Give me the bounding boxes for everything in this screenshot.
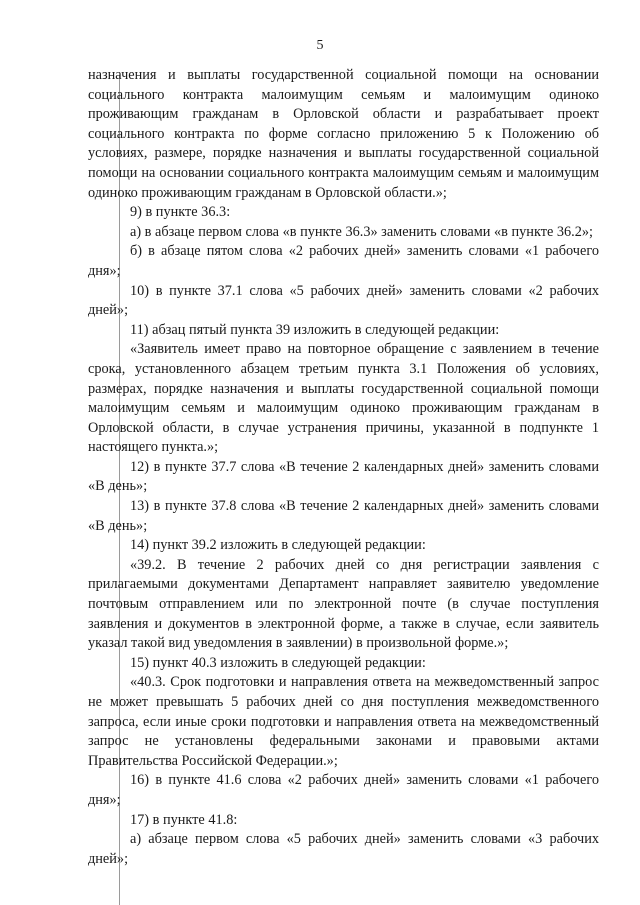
paragraph: 13) в пункте 37.8 слова «В течение 2 календарных дней» заменить словами «В день»; [88,498,599,534]
paragraph: 15) пункт 40.3 изложить в следующей редакции: [130,654,426,671]
paragraph: 10) в пункте 37.1 слова «5 рабочих дней» заменить словами «2 рабочих дней»; [88,282,599,319]
paragraph: 14) пункт 39.2 изложить в следующей редакции: [130,537,426,554]
paragraph: а) абзаце первом слова «5 рабочих дней» заменить словами «3 рабочих дней»; [88,831,599,867]
paragraph: «40.3. Срок подготовки и направления ответа на межведомственный запрос не может превышать 5 рабочих дней со дня поступления межведомственного запроса, если иные сроки подготовки и направления ответа на межведомственный запрос не установлены федеральными законами и правовыми актами Правительства Российской Федерации.»; [88,674,599,769]
paragraph: назначения и выплаты государственной социальной помощи на основании социального контракта малоимущим семьям и малоимущим одиноко проживающим гражданам в Орловской области и разрабатывает проект социального контракта по форме согласно приложению 5 к Положению об условиях, размере, порядке назначения и выплаты государственной социальной помощи на основании социального контракта малоимущим семьям и малоимущим одиноко проживающим гражданам в Орловской области.»; [88,67,599,201]
paragraph: «39.2. В течение 2 рабочих дней со дня регистрации заявления с прилагаемыми документами Департамент направляет заявителю уведомление почтовым отправлением или по электронной почте (в случае поступления заявления и документов в электронной форме, а также в случае, если заявитель указал такой вид уведомления в заявлении) в произвольной форме.»; [88,556,599,652]
document-body [88,66,599,869]
paragraph: 12) в пункте 37.7 слова «В течение 2 календарных дней» заменить словами «В день»; [88,458,599,495]
paragraph: а) в абзаце первом слова «в пункте 36.3» заменить словами «в пункте 36.2»; [130,223,594,240]
paragraph: «Заявитель имеет право на повторное обращение с заявлением в течение срока, установленного абзацем третьим пункта 3.1 Положения об условиях, размерах, порядке назначения и выплаты государственной социальной помощи малоимущим семьям и малоимущим одиноко проживающим гражданам в Орловской области, в случае устранения причины, указанной в подпункте 1 настоящего пункта.»; [88,341,599,456]
paragraph: 9) в пункте 36.3: [130,204,231,221]
page-number: 5 [316,38,324,53]
paragraph: б) в абзаце пятом слова «2 рабочих дней» заменить словами «1 рабочего дня»; [88,243,599,279]
paragraph: 16) в пункте 41.6 слова «2 рабочих дней» заменить словами «1 рабочего дня»; [88,772,599,808]
paragraph: 11) абзац пятый пункта 39 изложить в следующей редакции: [130,321,500,338]
paragraph: 17) в пункте 41.8: [130,811,238,828]
